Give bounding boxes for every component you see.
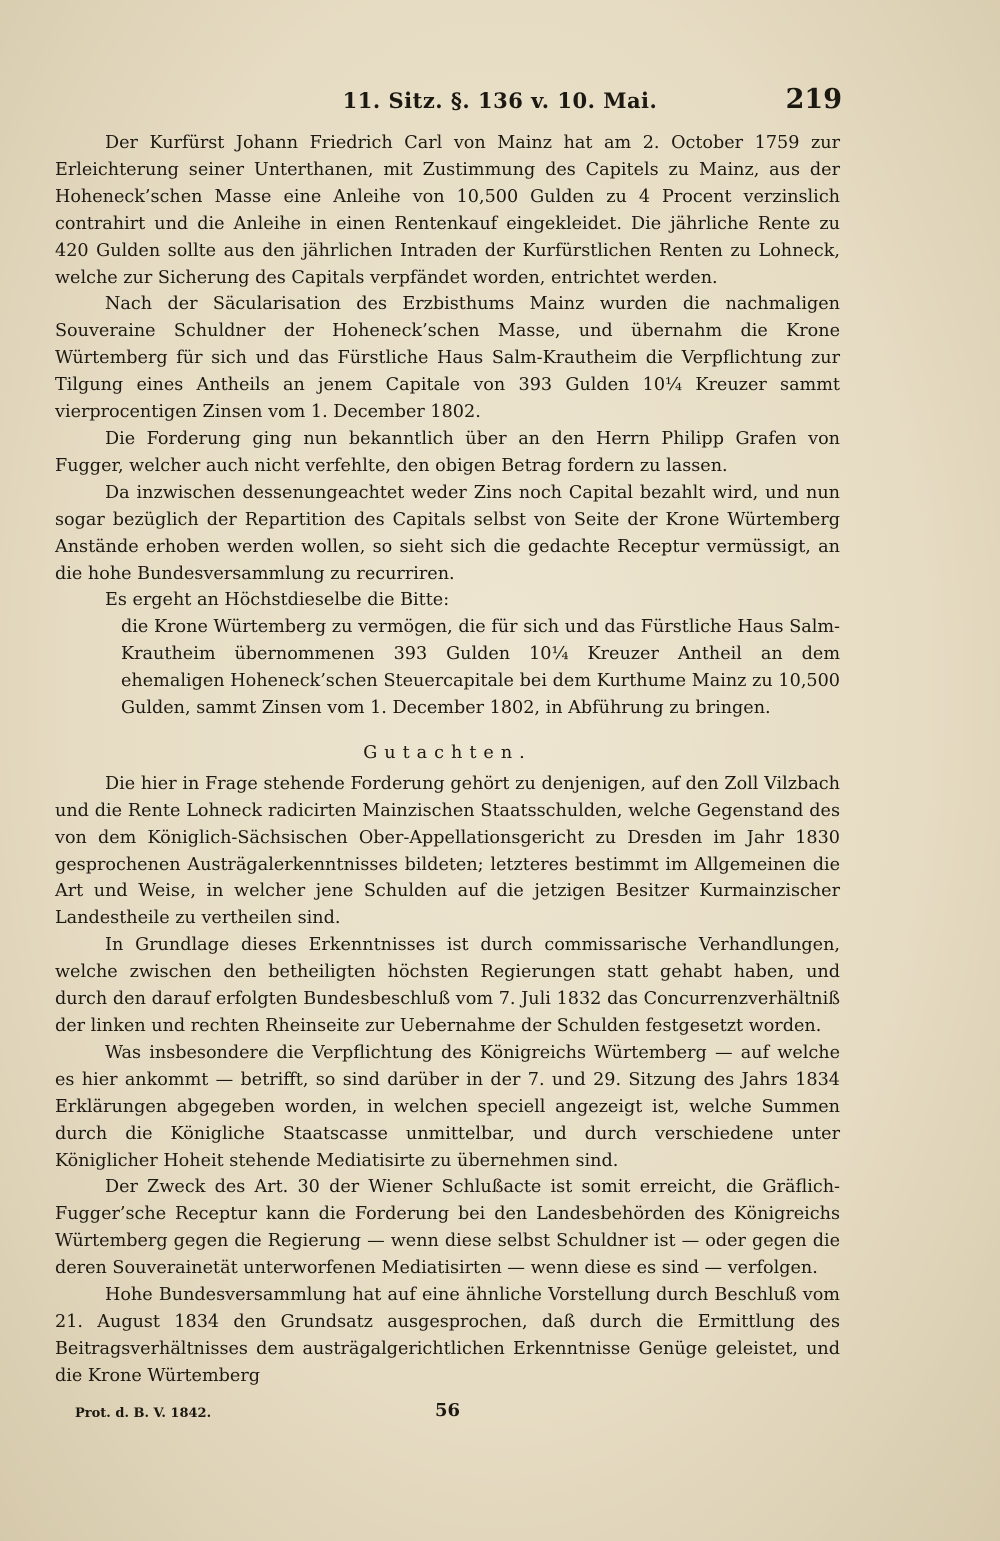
page-number: 219 [785,84,842,115]
section-heading: Gutachten. [363,742,532,763]
paragraph-opinion-4: Der Zweck des Art. 30 der Wiener Schlußacte ist somit erreicht, die Gräflich-Fugger’sche Receptur kann die Forderung bei den Landesbehörden des Königreichs Würtemberg gegen die Regierung — wenn diese selbst Schuldner ist — oder gegen die deren Souverainetät unterworfenen Mediatisirten — wenn diese es sind — verfolgen. [55,1177,840,1279]
running-title: 11. Sitz. §. 136 v. 10. Mai. [342,88,658,113]
paragraph-recourse: Da inzwischen dessenungeachtet weder Zins noch Capital bezahlt wird, und nun sogar bezüglich der Repartition des Capitals selbst von Seite der Krone Würtemberg Anstände erhoben werden wollen, so sieht sich die gedachte Receptur vermüssigt, an die hohe Bundesversammlung zu recurriren. [55,482,840,584]
paragraph-request-intro: Es ergeht an Höchstdieselbe die Bitte: [105,590,450,611]
page-footer [55,1400,840,1430]
sheet-signature: 56 [434,1400,461,1421]
paragraph-petition-history: Der Kurfürst Johann Friedrich Carl von Mainz hat am 2. October 1759 zur Erleichterung seiner Unterthanen, mit Zustimmung des Capitels zu Mainz, aus der Hoheneck’schen Masse eine Anleihe von 10,500 Gulden zu 4 Procent verzinslich contrahirt und die Anleihe in einen Rentenkauf eingekleidet. Die jährliche Rente zu 420 Gulden sollte aus den jährlichen Intraden der Kurfürstlichen Renten zu Lohneck, welche zur Sicherung des Capitals verpfändet worden, entrichtet werden. [55,133,840,288]
paragraph-opinion-5: Hohe Bundesversammlung hat auf eine ähnliche Vorstellung durch Beschluß vom 21. August 1834 den Grundsatz ausgesprochen, daß durch die Ermittlung des Beitragsverhältnisses dem austrägalgerichtlichen Erkenntnisse Genüge geleistet, und die Krone Würtemberg [55,1285,840,1386]
paragraph-opinion-3: Was insbesondere die Verpflichtung des Königreichs Würtemberg — auf welche es hier ankommt — betrifft, so sind darüber in der 7. und 29. Sitzung des Jahrs 1834 Erklärungen abgegeben worden, in welchen speciell angezeigt ist, welche Summen durch die Königliche Staatscasse unmittelbar, und durch verschiedene unter Königlicher Hoheit stehende Mediatisirte zu übernehmen sind. [55,1042,840,1171]
page-header [0,84,1000,124]
paragraph-opinion-1: Die hier in Frage stehende Forderung gehört zu denjenigen, auf den Zoll Vilzbach und die Rente Lohneck radicirten Mainzischen Staatsschulden, welche Gegenstand des von dem Königlich-Sächsischen Ober-Appellationsgericht zu Dresden im Jahr 1830 gesprochenen Austrägalerkenntnisses bildeten; letzteres bestimmt im Allgemeinen die Art und Weise, in welcher jene Schulden auf die jetzigen Besitzer Kurmainzischer Landestheile zu vertheilen sind. [55,773,840,929]
protocol-reference: Prot. d. B. V. 1842. [75,1406,212,1421]
paragraph-request: die Krone Würtemberg zu vermögen, die für sich und das Fürstliche Haus Salm-Krautheim übernommenen 393 Gulden 10¼ Kreuzer Antheil an dem ehemaligen Hoheneck’schen Steuercapitale bei dem Kurthume Mainz zu 10,500 Gulden, sammt Zinsen vom 1. December 1802, in Abführung zu bringen. [121,617,840,719]
paragraph-opinion-2: In Grundlage dieses Erkenntnisses ist durch commissarische Verhandlungen, welche zwischen den betheiligten höchsten Regierungen statt gehabt haben, und durch den darauf erfolgten Bundesbeschluß vom 7. Juli 1832 das Concurrenzverhältniß der linken und rechten Rheinseite zur Uebernahme der Schulden festgesetzt worden. [55,935,840,1036]
document-body [55,130,840,1390]
paragraph-secularisation: Nach der Säcularisation des Erzbisthums Mainz wurden die nachmaligen Souveraine Schuldner der Hoheneck’schen Masse, und übernahm die Krone Würtemberg für sich und das Fürstliche Haus Salm-Krautheim die Verpflichtung zur Tilgung eines Antheils an jenem Capitale von 393 Gulden 10¼ Kreuzer sammt vierprocentigen Zinsen vom 1. December 1802. [55,294,840,423]
paragraph-claim-transfer: Die Forderung ging nun bekanntlich über an den Herrn Philipp Grafen von Fugger, welcher auch nicht verfehlte, den obigen Betrag fordern zu lassen. [55,428,840,476]
